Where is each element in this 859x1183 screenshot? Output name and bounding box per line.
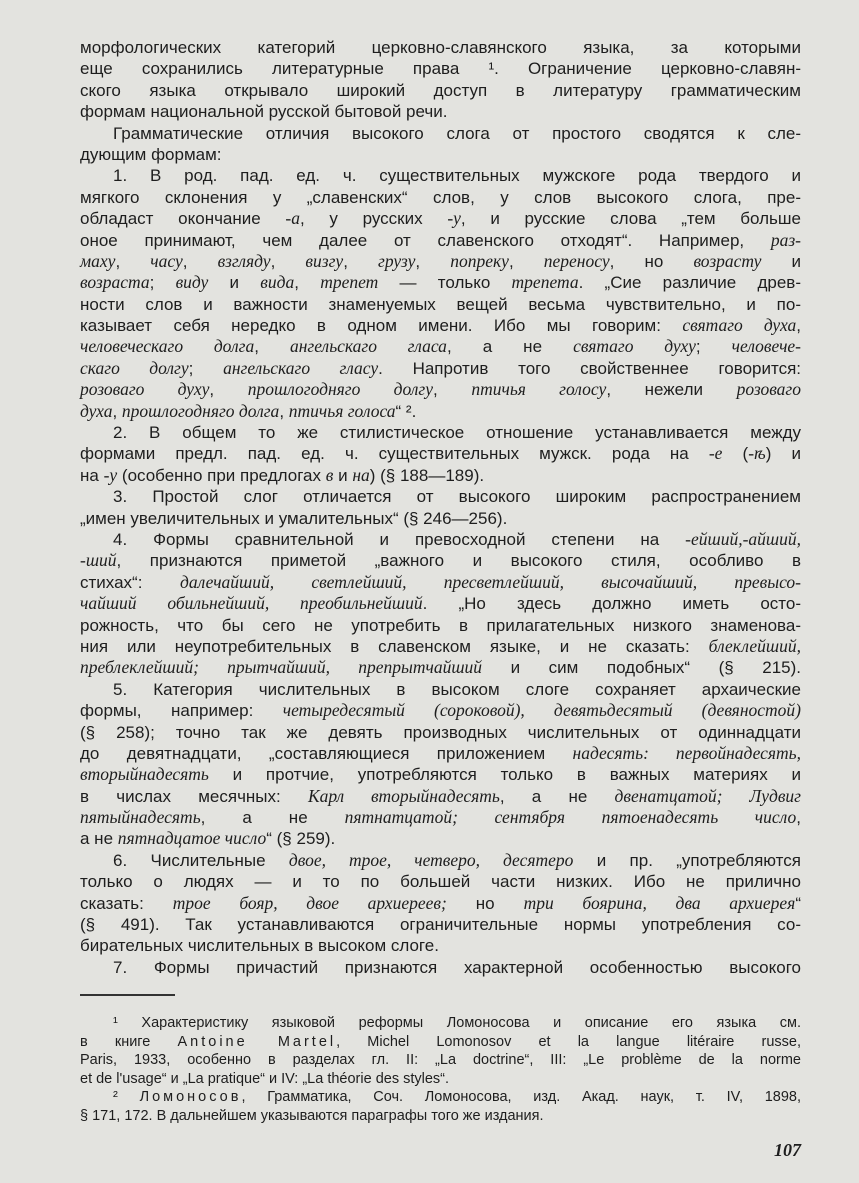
text-line [80, 187, 801, 208]
text-line [80, 101, 801, 122]
text-run: только о людях — и то по большей части низких. Ибо не прилично [80, 872, 801, 892]
spaced-name: Ломоносов [139, 1089, 242, 1106]
text-run: “ ². [395, 401, 417, 421]
text-run: и [208, 273, 261, 293]
italic-text: розоваго духу [80, 379, 210, 400]
italic-text: возрасту [693, 250, 762, 271]
text-line [80, 893, 801, 914]
text-line [80, 37, 801, 58]
text-line [80, 957, 801, 978]
text-run: но [446, 893, 524, 913]
text-line [80, 58, 801, 79]
text-run: ) (§ 188—189). [369, 465, 485, 485]
text-run: казывает себя нередко в одном имени. Ибо мы говорим: [80, 316, 683, 336]
text-run: Paris, 1933, особенно в разделах гл. II: „La doctrine“, III: „Le problème de la norme [80, 1052, 801, 1069]
italic-text: двое, трое, четверо, десятеро [288, 849, 574, 870]
text-run: “ (§ 259). [266, 829, 336, 849]
text-run: 2. В общем то же стилистическое отношение устанавливается между [113, 423, 801, 443]
italic-text: -ейший,-айший, [685, 528, 801, 549]
text-line [80, 700, 801, 721]
text-run: ского языка открывало широкий доступ в литературу грамматическим [80, 80, 801, 100]
italic-text: пятыйнадесять [80, 807, 201, 828]
text-run: . „Но здесь должно иметь осто- [422, 594, 801, 614]
italic-text: далечайший, светлейший, пресветлейший, высочайший, превысо- [179, 571, 801, 592]
text-run: ( [722, 444, 749, 464]
text-run: , [209, 380, 248, 400]
italic-text: преблеклейший; прытчайший, препрытчайший [80, 657, 483, 678]
text-run: „имен увеличительных и умалительных“ (§ 246—256). [80, 508, 508, 528]
italic-text: чайший обильнейший, преобильнейший [80, 593, 423, 614]
text-run: , нежели [606, 380, 737, 400]
italic-text: маху [80, 250, 116, 271]
text-run: , а не [499, 786, 615, 806]
text-run: (особенно при предлогах [117, 465, 326, 485]
page-number: 107 [774, 1140, 801, 1160]
text-run: ; [149, 273, 176, 293]
text-run: , а не [200, 808, 345, 828]
text-run: 1. В род. пад. ед. ч. существительных мужскоге рода твердого и [113, 166, 801, 186]
text-run: 4. Формы сравнительной и превосходной степени на [113, 529, 686, 549]
text-run: , [796, 316, 801, 336]
text-run: стихах“: [80, 572, 180, 592]
text-run: . „Сие различие древ- [578, 273, 801, 293]
italic-text: розоваго [736, 379, 801, 400]
italic-text: вида [260, 272, 295, 293]
text-run: 5. Категория числительных в высоком слоге сохраняет архаические [113, 679, 801, 699]
italic-text: -а [285, 208, 300, 229]
text-run: , [270, 251, 306, 271]
text-run: , [182, 251, 218, 271]
text-run: , а не [446, 337, 574, 357]
italic-text: пятнатцатой; сентября пятоенадесять число [344, 807, 797, 828]
text-line [80, 272, 801, 293]
italic-text: три боярина, два архиерея [523, 892, 796, 913]
text-run: , [115, 251, 151, 271]
spaced-name: Antoine Martel [177, 1033, 337, 1050]
italic-text: прошлогодняго долга [121, 400, 280, 421]
italic-text: скаго долгу [80, 357, 189, 378]
footnote-divider [80, 994, 175, 996]
italic-text: ангельскаго гласа [289, 336, 447, 357]
text-line [80, 336, 801, 357]
text-run: обладаст окончание [80, 209, 286, 229]
italic-text: двенатцатой; Лудвиг [614, 785, 801, 806]
text-line [80, 871, 801, 892]
text-run: ¹ Характеристику языковой реформы Ломоносова и описание его языка см. [113, 1015, 801, 1031]
text-run: а не [80, 829, 118, 849]
text-run: “ [795, 893, 801, 913]
text-run: формы, например: [80, 701, 283, 721]
text-line [80, 422, 801, 443]
text-run: ности слов и важности знаменуемых вещей весьма чувствительно, и по- [80, 294, 801, 314]
text-run: мягкого склонения у „славенских“ слов, у слов высокого слога, пре- [80, 187, 801, 207]
italic-text: блеклейший, [708, 635, 801, 656]
text-run: и сим подобных“ (§ 215). [482, 658, 802, 678]
text-run: 3. Простой слог отличается от высокого широким распространением [113, 487, 801, 507]
text-run: сказать: [80, 893, 173, 913]
text-run: морфологических категорий церковно-славянского языка, за которыми [80, 38, 801, 57]
text-line [80, 443, 801, 464]
text-run: в числах месячных: [80, 786, 308, 806]
text-run: и пр. „употребляются [573, 850, 801, 870]
text-run: в книге [80, 1033, 178, 1050]
text-run: , [294, 273, 321, 293]
text-run: , Грамматика, Соч. Ломоносова, изд. Акад. наук, т. IV, 1898, [241, 1089, 802, 1106]
italic-text: попреку [450, 250, 509, 271]
text-run: , [415, 251, 451, 271]
italic-text: виду [175, 272, 209, 293]
text-line [80, 828, 801, 849]
text-line [80, 807, 801, 828]
text-line [80, 743, 801, 764]
body-text [80, 37, 801, 978]
italic-text: надесять: первойнадесять, [572, 742, 801, 763]
text-line [80, 764, 801, 785]
text-run: ; [695, 337, 732, 357]
italic-text: вторыйнадесять [80, 764, 209, 785]
text-line [80, 529, 801, 550]
text-run: (§ 258); точно так же девять производных числительных от одиннадцати [80, 722, 801, 742]
italic-text: трепета [511, 272, 579, 293]
text-line [80, 550, 801, 571]
text-line [80, 251, 801, 272]
footnote-line [80, 1107, 801, 1126]
text-line [80, 636, 801, 657]
text-run: рожность, что бы сего не употребить в прилагательных низкого знаменова- [80, 615, 801, 635]
italic-text: -ѣ [748, 443, 766, 464]
footnotes [80, 1014, 801, 1126]
text-line [80, 144, 801, 165]
footnote-line [80, 1088, 801, 1107]
text-line [80, 850, 801, 871]
italic-text: грузу [378, 250, 416, 271]
text-line [80, 315, 801, 336]
text-line [80, 657, 801, 678]
footnote-line [80, 1014, 801, 1033]
text-run: . Напротив того свойственнее говорится: [378, 358, 802, 378]
text-run: , признаются приметой „важного и высокого стиля, особливо в [116, 551, 801, 571]
text-line [80, 379, 801, 400]
text-line [80, 615, 801, 636]
italic-text: на [352, 464, 370, 485]
text-line [80, 935, 801, 956]
text-run: еще сохранились литературные права ¹. Ограничение церковно-славян- [80, 59, 801, 79]
text-run: , [279, 401, 289, 421]
text-run: 6. Числительные [113, 850, 289, 870]
italic-text: возраста [80, 272, 150, 293]
footnote-line [80, 1051, 801, 1070]
italic-text: прошлогодняго долгу [247, 379, 433, 400]
text-run: и протчие, употребляются только в важных материях и [208, 765, 801, 785]
italic-text: человече- [731, 336, 802, 357]
italic-text: переносу [543, 250, 610, 271]
text-run: до девятнадцати, „составляющиеся приложением [80, 743, 573, 763]
text-run: ; [188, 358, 224, 378]
text-run: на [80, 465, 104, 485]
text-line [80, 679, 801, 700]
text-run: дующим формам: [80, 144, 222, 164]
italic-text: Карл вторыйнадесять [307, 785, 500, 806]
text-run: и [333, 465, 353, 485]
italic-text: часу [150, 250, 183, 271]
text-run: , Michel Lomonosov et la langue litéraire russe, [336, 1033, 802, 1050]
footnote-line [80, 1070, 801, 1089]
text-run: формам национальной русской бытовой речи. [80, 102, 448, 122]
text-run: формами предл. пад. ед. ч. существительных мужск. рода на [80, 444, 709, 464]
text-line [80, 786, 801, 807]
italic-text: в [325, 464, 334, 485]
text-run: , [508, 251, 544, 271]
italic-text: -у [447, 208, 461, 229]
text-line [80, 80, 801, 101]
text-line [80, 230, 801, 251]
text-run: , [433, 380, 472, 400]
text-run: оное принимают, чем далее от славенского отходят“. Например, [80, 230, 771, 250]
text-run: и [761, 251, 801, 271]
italic-text: -у [103, 464, 118, 485]
italic-text: раз- [770, 229, 801, 250]
italic-text: визгу [305, 250, 344, 271]
text-line [80, 572, 801, 593]
italic-text: святаго духу [573, 336, 696, 357]
italic-text: духа [80, 400, 113, 421]
text-run: 7. Формы причастий признаются характерной особенностью высокого [113, 957, 801, 977]
text-line [80, 165, 801, 186]
text-line [80, 123, 801, 144]
italic-text: трепет [320, 272, 379, 293]
italic-text: птичья голосу [471, 379, 607, 400]
text-run: , [254, 337, 290, 357]
footnote-line [80, 1033, 801, 1052]
text-run: , [796, 808, 801, 828]
italic-text: четыредесятый (сороковой), девятьдесятый (девяностой) [282, 700, 801, 721]
text-line [80, 486, 801, 507]
italic-text: пятнадцатое число [117, 828, 267, 849]
text-line [80, 294, 801, 315]
italic-text: взгляду [217, 250, 271, 271]
italic-text: птичья голоса [288, 400, 396, 421]
text-run: ² [113, 1089, 140, 1106]
text-run: ) и [765, 444, 801, 464]
text-line [80, 593, 801, 614]
text-line [80, 508, 801, 529]
text-run: et de l'usage“ и „La pratique“ и IV: „La théorie des styles“. [80, 1070, 450, 1087]
italic-text: святаго духа [682, 315, 797, 336]
text-run: Грамматические отличия высокого слога от простого сводятся к сле- [113, 123, 801, 143]
italic-text: ангельскаго гласу [223, 357, 379, 378]
text-run: — только [378, 273, 512, 293]
text-line [80, 208, 801, 229]
text-line [80, 914, 801, 935]
text-run: , но [609, 251, 694, 271]
italic-text: трое бояр, двое архиереев; [172, 892, 447, 913]
text-line [80, 401, 801, 422]
text-run: , [343, 251, 379, 271]
text-run: ния или неупотребительных в славенском языке, и не сказать: [80, 636, 709, 656]
text-run: § 171, 172. В дальнейшем указываются параграфы того же издания. [80, 1107, 544, 1124]
text-run: бирательных числительных в высоком слоге. [80, 936, 439, 956]
italic-text: -е [708, 443, 723, 464]
text-run: (§ 491). Так устанавливаются ограничительные нормы употребления со- [80, 915, 801, 935]
text-run: , [112, 401, 122, 421]
text-run: , у русских [300, 209, 448, 229]
text-line [80, 722, 801, 743]
text-line [80, 358, 801, 379]
text-run: , и русские слова „тем больше [460, 209, 801, 229]
italic-text: -ший [80, 550, 117, 571]
italic-text: человеческаго долга [80, 336, 255, 357]
text-line [80, 465, 801, 486]
